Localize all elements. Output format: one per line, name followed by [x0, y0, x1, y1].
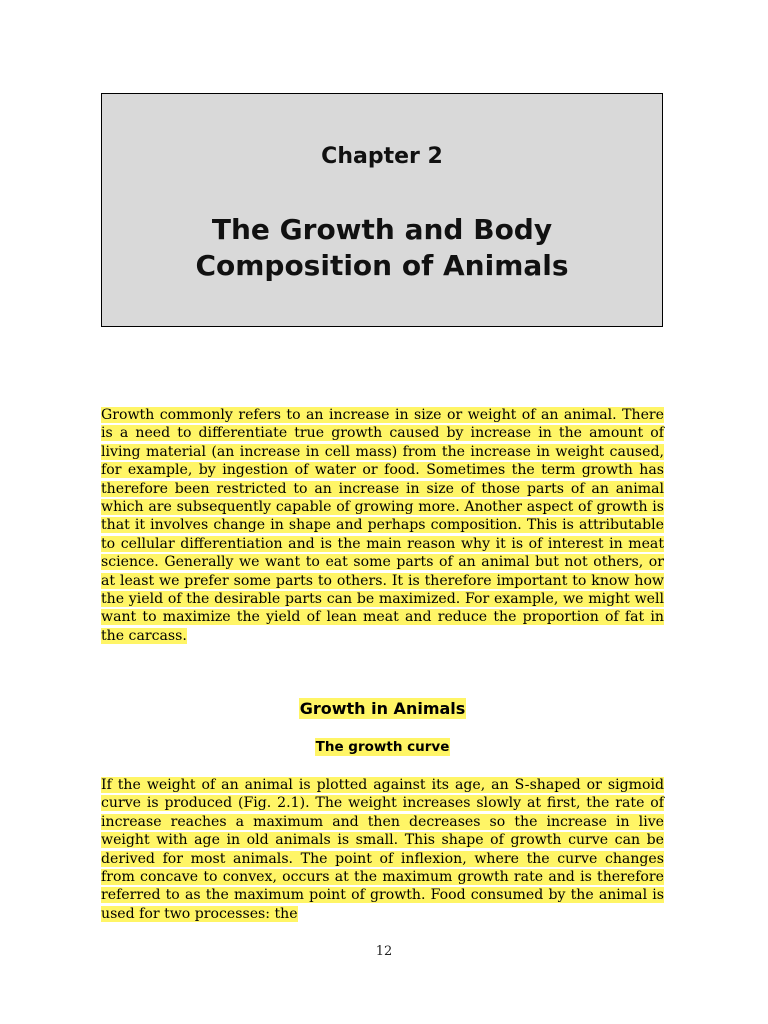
intro-paragraph	[101, 406, 664, 645]
intro-paragraph-text: Growth commonly refers to an increase in size or weight of an animal. There is a need to differentiate true growth caused by increase in the amount of living material (an increase in cell mass) from the increase in weight caused, for example, by ingestion of water or food. Sometimes the term growth has therefore been restricted to an increase in size of those parts of an animal which are subsequently capable of growing more. Another aspect of growth is that it involves change in shape and perhaps composition. This is attributable to cellular differentiation and is the main reason why it is of interest in meat science. Generally we want to eat some parts of an animal but not others, or at least we prefer some parts to others. It is therefore important to know how the yield of the desirable parts can be maximized. For example, we might well want to maximize the yield of lean meat and reduce the proportion of fat in the carcass.	[101, 407, 664, 644]
growth-curve-paragraph	[101, 776, 664, 923]
chapter-title-line-2: Composition of Animals	[195, 249, 569, 282]
subsection-heading	[101, 739, 664, 755]
section-heading-text: Growth in Animals	[299, 699, 466, 718]
chapter-title-box	[101, 93, 663, 327]
subsection-heading-text: The growth curve	[315, 739, 450, 755]
growth-curve-paragraph-text: If the weight of an animal is plotted against its age, an S-shaped or sigmoid curve is produced (Fig. 2.1). The weight increases slowly at first, the rate of increase reaches a maximum and then decreases so the increase in live weight with age in old animals is small. This shape of growth curve can be derived for most animals. The point of inflexion, where the curve changes from concave to convex, occurs at the maximum growth rate and is therefore referred to as the maximum point of growth. Food consumed by the animal is used for two processes: the	[101, 777, 664, 922]
page-number: 12	[375, 944, 393, 959]
section-heading	[101, 699, 664, 718]
chapter-label: Chapter 2	[321, 144, 443, 169]
chapter-title-line-1: The Growth and Body	[211, 213, 553, 246]
chapter-title	[102, 212, 662, 284]
